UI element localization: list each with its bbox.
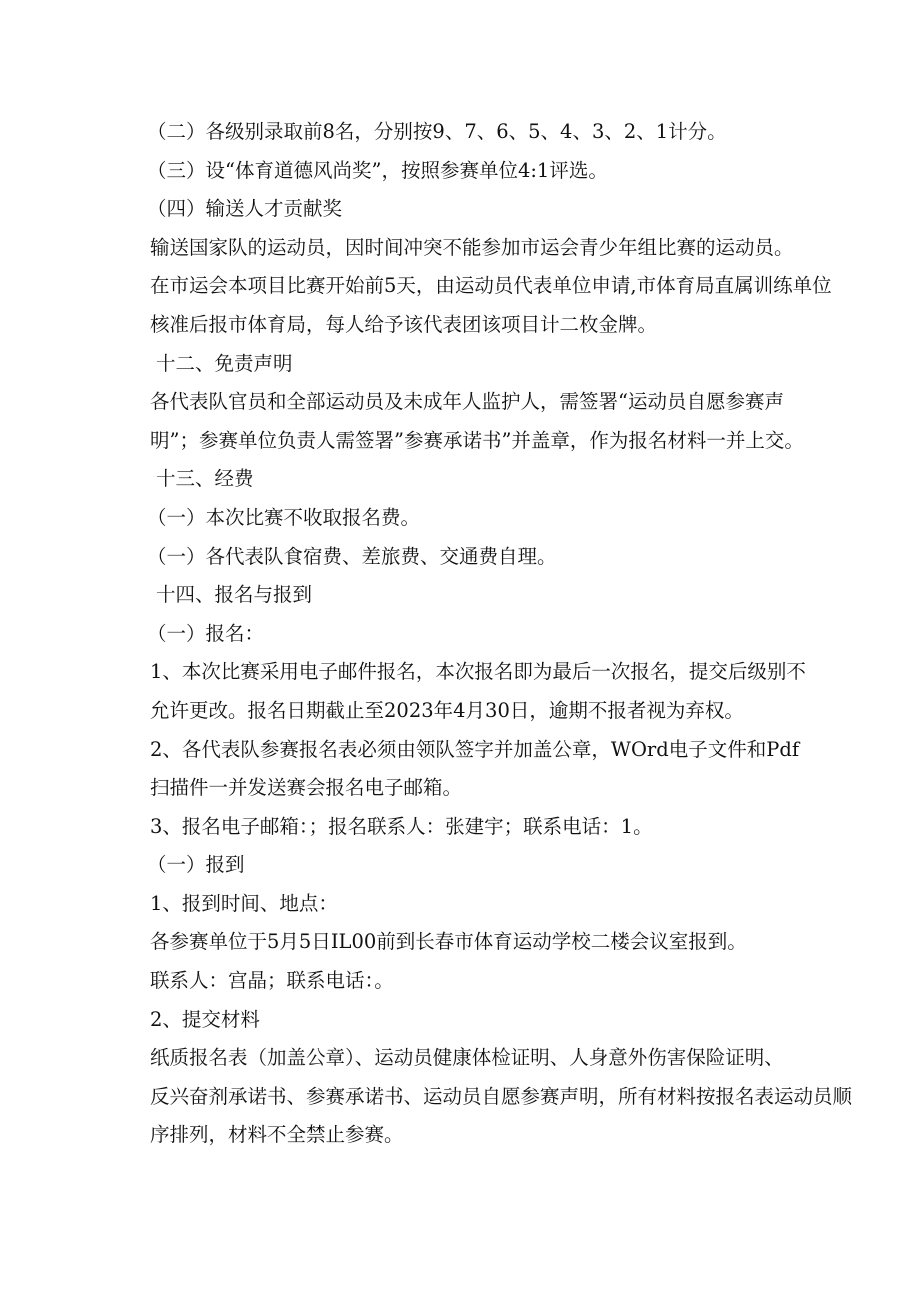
paragraph-contact-email (103, 808, 823, 847)
text-line: 明”；参赛单位负责人需签署”参赛承诺书”并盖章，作为报名材料一并上交。 (150, 428, 804, 452)
text-line: （二）各级别录取前8名，分别按9、7、6、5、4、3、2、1计分。 (147, 120, 727, 143)
text-line: （四）输送人才贡献奖 (147, 197, 343, 221)
text-line: （一）各代表队食宿费、差旅费、交通费自理。 (147, 544, 557, 568)
text-line: 联系人：宫晶；联系电话：。 (150, 969, 394, 993)
paragraph-registration-form (103, 731, 823, 808)
text-line: （三）设“体育道德风尚奖”，按照参赛单位4:1评选。 (147, 158, 608, 182)
paragraph-disclaimer-body (103, 383, 823, 460)
paragraph-check-in-time-place (103, 885, 823, 924)
text-line: 3、报名电子邮箱：；报名联系人：张建宇；联系电话：1。 (150, 814, 653, 838)
paragraph-check-in-contact (103, 962, 823, 1001)
text-line: 十三、经费 (156, 467, 254, 491)
text-line: 扫描件一并发送赛会报名电子邮箱。 (150, 776, 463, 800)
subheading-registration (103, 615, 823, 654)
text-line: 1、本次比赛采用电子邮件报名，本次报名即为最后一次报名，提交后级别不 (150, 660, 806, 684)
paragraph-materials-heading (103, 1001, 823, 1040)
text-line: 十四、报名与报到 (156, 583, 313, 607)
document-body (103, 113, 853, 1155)
text-line: 各参赛单位于5月5日IL00前到长春市体育运动学校二楼会议室报到。 (150, 930, 747, 954)
text-line: 1、报到时间、地点： (150, 891, 338, 915)
text-line: 核准后报市体育局，每人给予该代表团该项目计二枚金牌。 (150, 312, 658, 336)
text-line: 2、各代表队参赛报名表必须由领队签字并加盖公章，WOrd电子文件和Pdf (150, 737, 800, 761)
text-line: （一）报名： (147, 621, 265, 645)
text-line: 纸质报名表（加盖公章）、运动员健康体检证明、人身意外伤害保险证明、 (150, 1046, 784, 1070)
section-heading-registration (103, 576, 823, 615)
paragraph-talent-award-body (103, 229, 832, 345)
text-line: 序排列，材料不全禁止参赛。 (150, 1123, 404, 1147)
text-line: （一）本次比赛不收取报名费。 (147, 505, 421, 529)
text-line: 反兴奋剂承诺书、参赛承诺书、运动员自愿参赛声明，所有材料按报名表运动员顺 (150, 1084, 853, 1108)
paragraph-scoring (103, 113, 823, 152)
paragraph-self-expenses (103, 538, 823, 577)
text-line: （一）报到 (147, 853, 245, 877)
section-heading-expenses (103, 460, 823, 499)
paragraph-materials-list (103, 1039, 853, 1155)
subheading-check-in (103, 846, 823, 885)
paragraph-no-fee (103, 499, 823, 538)
text-line: 输送国家队的运动员，因时间冲突不能参加市运会青少年组比赛的运动员。 (150, 235, 794, 259)
paragraph-check-in-details (103, 923, 823, 962)
paragraph-talent-award-heading (103, 190, 823, 229)
text-line: 十二、免责声明 (156, 351, 293, 375)
text-line: 允许更改。报名日期截止至2023年4月30日，逾期不报者视为弃权。 (150, 698, 744, 722)
section-heading-disclaimer (103, 345, 823, 384)
paragraph-sportsmanship-award (103, 152, 823, 191)
text-line: 在市运会本项目比赛开始前5天，由运动员代表单位申请,市体育局直属训练单位 (150, 274, 832, 298)
text-line: 2、提交材料 (150, 1007, 260, 1031)
text-line: 各代表队官员和全部运动员及未成年人监护人，需签署“运动员自愿参赛声 (150, 390, 784, 414)
paragraph-email-registration (103, 653, 823, 730)
